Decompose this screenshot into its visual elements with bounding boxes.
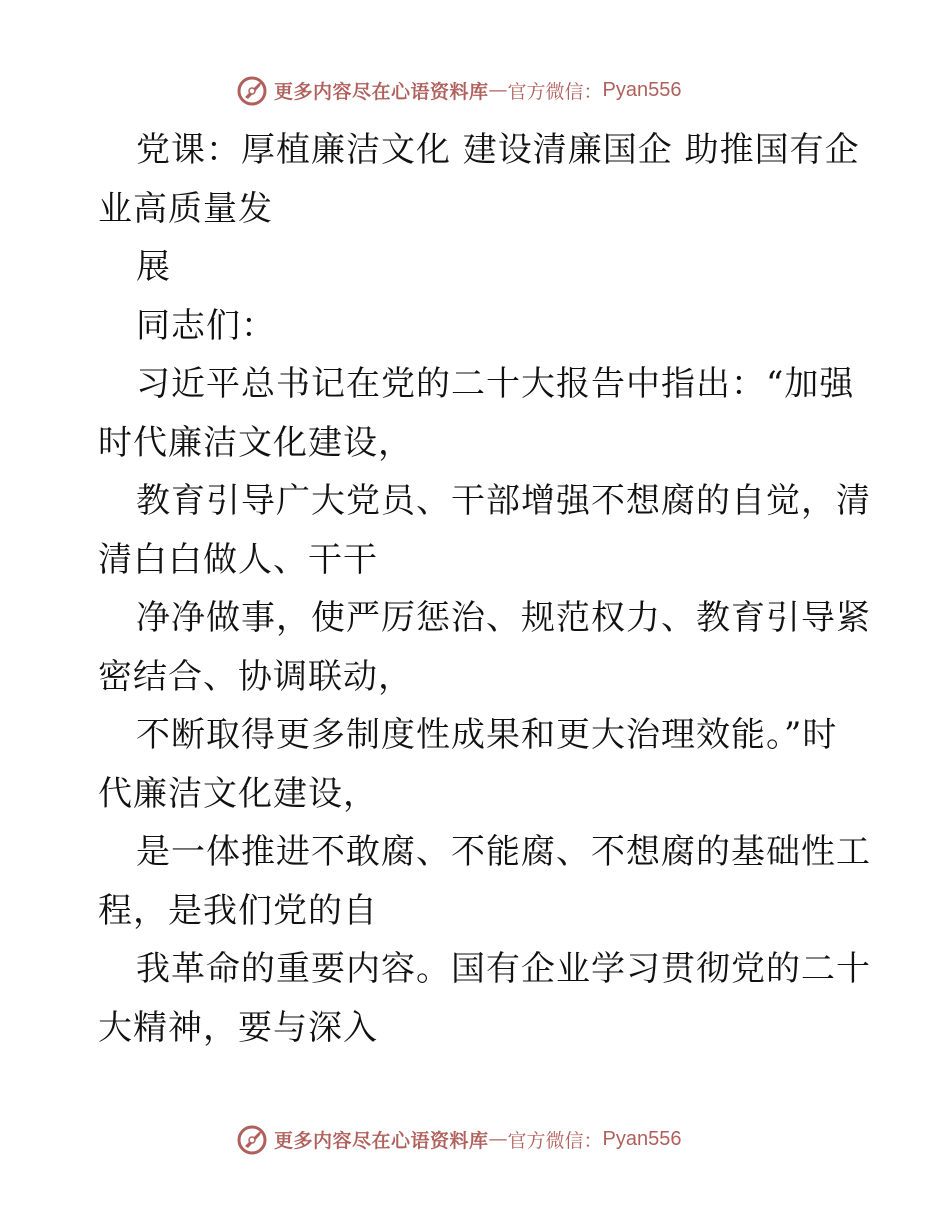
doc-line-salutation: 同志们： <box>136 305 276 346</box>
pen-logo-icon <box>236 1122 270 1156</box>
header-banner-id: Pyan556 <box>602 78 682 101</box>
doc-line-title-2: 业高质量发 <box>98 188 273 229</box>
footer-banner-id: Pyan556 <box>602 1127 682 1150</box>
doc-line: 程，是我们党的自 <box>98 890 378 931</box>
pen-logo-icon <box>236 73 270 107</box>
footer-banner-sub: 官方微信： <box>507 1129 603 1152</box>
doc-line: 习近平总书记在党的二十大报告中指出：“加强 <box>136 364 855 404</box>
header-banner-sub: 官方微信： <box>507 80 603 103</box>
doc-line: 是一体推进不敢腐、不能腐、不想腐的基础性工 <box>136 832 871 872</box>
doc-line: 时代廉洁文化建设， <box>98 422 413 463</box>
header-banner-main: 更多内容尽在心语资料库 <box>274 80 489 103</box>
doc-line-title-3: 展 <box>136 247 171 287</box>
footer-banner-dash: — <box>488 1128 508 1150</box>
header-banner <box>236 72 682 108</box>
footer-banner <box>236 1121 682 1157</box>
doc-line: 我革命的重要内容。国有企业学习贯彻党的二十 <box>136 949 871 989</box>
footer-banner-main: 更多内容尽在心语资料库 <box>274 1129 489 1152</box>
doc-line: 净净做事，使严厉惩治、规范权力、教育引导紧 <box>136 598 871 638</box>
doc-line: 大精神，要与深入 <box>98 1007 378 1048</box>
doc-line-title-1: 党课：厚植廉洁文化 建设清廉国企 助推国有企 <box>136 130 860 170</box>
doc-line: 密结合、协调联动， <box>98 656 413 697</box>
doc-line: 代廉洁文化建设， <box>98 773 378 814</box>
header-banner-dash: — <box>488 79 508 101</box>
doc-line: 教育引导广大党员、干部增强不想腐的自觉，清 <box>136 481 871 521</box>
document-body <box>98 121 871 1057</box>
doc-line: 不断取得更多制度性成果和更大治理效能。”时 <box>136 715 838 755</box>
doc-line: 清白白做人、干干 <box>98 539 378 580</box>
